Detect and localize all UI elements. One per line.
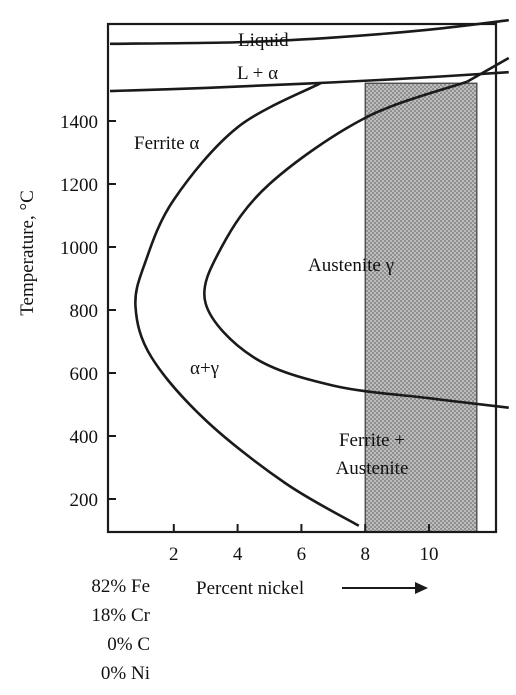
region-label-ferrite-plus-austenite-line1: Ferrite + [338,430,406,451]
y-tick-label: 600 [69,364,98,385]
x-axis-arrow-head [415,582,428,594]
composition-carbon: 0% C [107,634,150,655]
region-label-ferrite: Ferrite α [134,133,200,154]
y-tick-label: 1400 [60,112,98,133]
x-tick-label: 10 [419,544,439,565]
x-tick-label: 8 [360,544,370,565]
region-label-liquid-plus-alpha: L + α [237,63,279,84]
y-tick-label: 800 [69,301,98,322]
composition-iron: 82% Fe [91,576,150,597]
composition-chromium: 18% Cr [91,605,150,626]
y-tick-label: 400 [69,427,98,448]
region-label-austenite: Austenite γ [308,255,394,276]
x-axis-label: Percent nickel [196,578,305,599]
x-tick-label: 2 [169,544,179,565]
y-tick-label: 1200 [60,175,98,196]
y-tick-label: 200 [69,490,98,511]
x-tick-label: 4 [232,544,243,565]
region-label-liquid: Liquid [238,30,289,51]
region-label-ferrite-plus-austenite-line2: Austenite [335,458,409,479]
x-tick-label: 6 [296,544,307,565]
region-label-alpha-plus-gamma: α+γ [190,358,220,379]
upper-right-boundary [467,58,508,82]
y-tick-label: 1000 [60,238,98,259]
y-axis-label: Temperature, °C [17,190,38,316]
composition-nickel: 0% Ni [100,663,150,684]
